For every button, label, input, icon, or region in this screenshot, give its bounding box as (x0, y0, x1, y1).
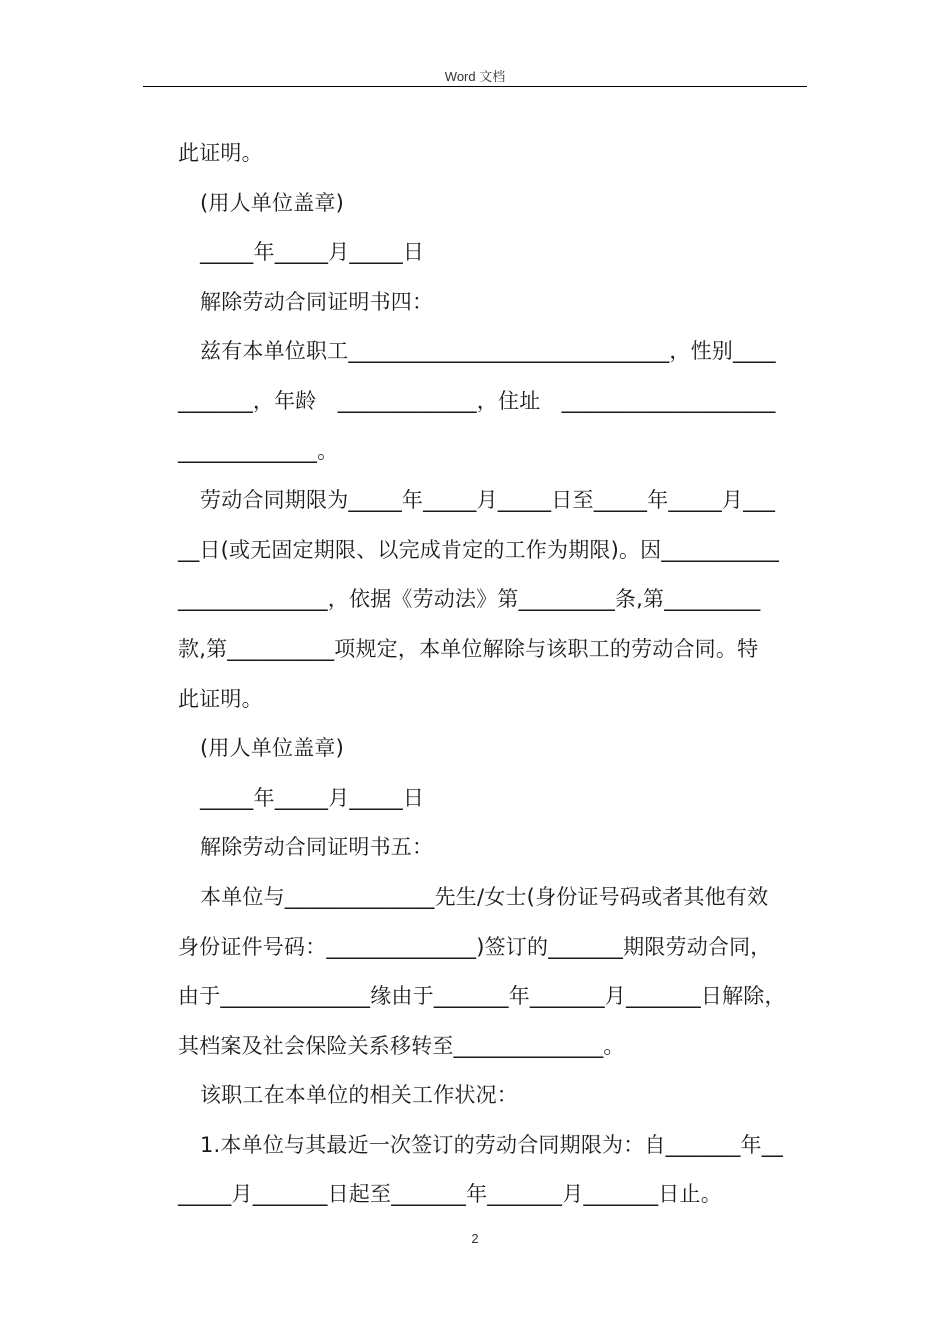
text-line: 1.本单位与其最近一次签订的劳动合同期限为：自_______年__ (200, 1132, 784, 1157)
text-line: 兹有本单位职工______________________________，性别____ (200, 339, 776, 364)
text-line: 身份证件号码：______________)签订的_______期限劳动合同， (178, 934, 772, 959)
text-line: 此证明。 (178, 141, 263, 165)
text-line: _____年_____月_____日 (200, 240, 425, 265)
text-line: 此证明。 (178, 686, 263, 711)
text-line: 由于______________缘由于_______年_______月_______日解除， (178, 984, 786, 1009)
text-line: 款,第__________项规定，本单位解除与该职工的劳动合同。特 (178, 636, 759, 661)
text-line: _____________。 (178, 438, 339, 463)
section-heading: 解除劳动合同证明书四： (200, 289, 434, 314)
page-header-title: Word 文档 (444, 69, 506, 84)
section-heading: 解除劳动合同证明书五： (200, 835, 434, 860)
text-line: __日(或无固定期限、以完成肯定的工作为期限)。因___________ (178, 537, 780, 562)
header-divider (143, 86, 807, 87)
page-number: 2 (471, 1231, 479, 1246)
text-line: _______，年龄 _____________，住址 ____________________ (178, 388, 776, 413)
text-line: (用人单位盖章) (200, 736, 344, 761)
document-body (178, 129, 808, 1220)
text-line: 本单位与______________先生/女士(身份证号码或者其他有效 (200, 884, 769, 909)
text-line: ______________，依据《劳动法》第_________条,第_________ (178, 587, 761, 612)
text-line: 劳动合同期限为_____年_____月_____日至_____年_____月___ (200, 488, 776, 513)
text-line: _____月_______日起至_______年_______月_______日止。 (178, 1182, 722, 1207)
text-line: 该职工在本单位的相关工作状况： (200, 1083, 518, 1108)
text-line: 其档案及社会保险关系移转至______________。 (178, 1033, 625, 1058)
text-line: _____年_____月_____日 (200, 785, 425, 810)
text-line: (用人单位盖章) (200, 190, 344, 215)
